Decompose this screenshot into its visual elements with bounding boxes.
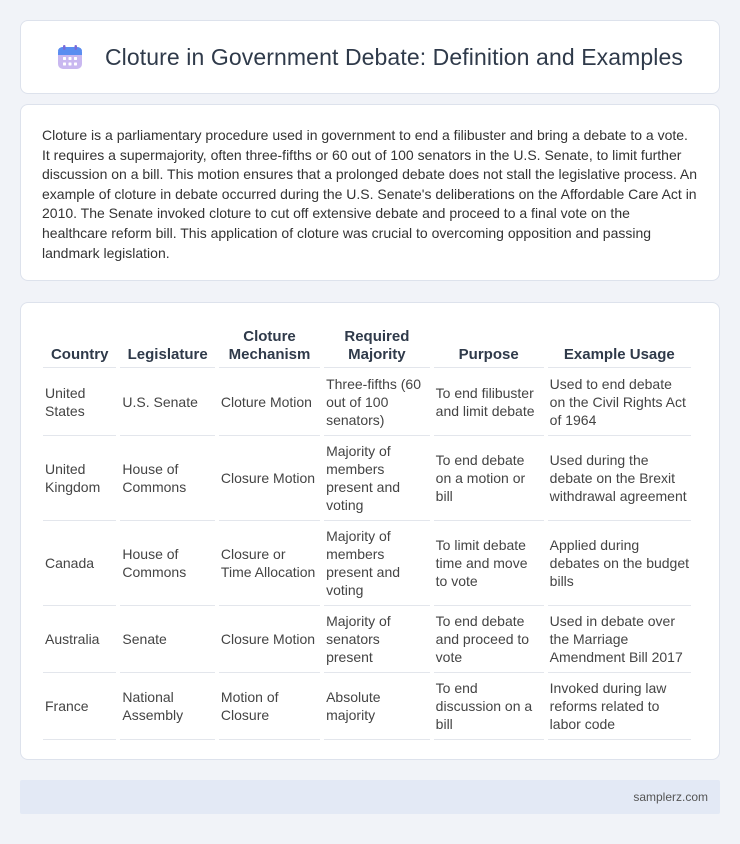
table-cell: Closure Motion — [219, 436, 320, 521]
table-cell: To limit debate time and move to vote — [434, 521, 544, 606]
table-cell: National Assembly — [120, 673, 215, 740]
table-row — [43, 521, 691, 606]
column-header: Required Majority — [324, 323, 430, 368]
table-cell: Majority of members present and voting — [324, 521, 430, 606]
table-row — [43, 606, 691, 673]
footer — [20, 780, 720, 814]
table-card — [20, 302, 720, 760]
table-cell: U.S. Senate — [120, 368, 215, 436]
table-cell: Senate — [120, 606, 215, 673]
table-cell: Three-fifths (60 out of 100 senators) — [324, 368, 430, 436]
table-cell: House of Commons — [120, 521, 215, 606]
footer-site-link[interactable]: samplerz.com — [633, 790, 708, 804]
table-cell: Closure Motion — [219, 606, 320, 673]
table-cell: To end debate on a motion or bill — [434, 436, 544, 521]
table-cell: France — [43, 673, 116, 740]
column-header: Purpose — [434, 323, 544, 368]
table-cell: United Kingdom — [43, 436, 116, 521]
column-header: Country — [43, 323, 116, 368]
table-cell: To end filibuster and limit debate — [434, 368, 544, 436]
table-cell: Motion of Closure — [219, 673, 320, 740]
table-cell: To end discussion on a bill — [434, 673, 544, 740]
table-row — [43, 673, 691, 740]
table-row — [43, 436, 691, 521]
table-cell: Absolute majority — [324, 673, 430, 740]
table-cell: Closure or Time Allocation — [219, 521, 320, 606]
column-header: Legislature — [120, 323, 215, 368]
table-cell: Used in debate over the Marriage Amendment Bill 2017 — [548, 606, 691, 673]
table-cell: Majority of members present and voting — [324, 436, 430, 521]
intro-card — [20, 104, 720, 281]
table-cell: Applied during debates on the budget bills — [548, 521, 691, 606]
cloture-table — [39, 323, 695, 740]
column-header: Example Usage — [548, 323, 691, 368]
table-row — [43, 368, 691, 436]
table-header-row — [43, 323, 691, 368]
calendar-icon — [57, 44, 83, 70]
table-cell: Cloture Motion — [219, 368, 320, 436]
table-cell: Used during the debate on the Brexit withdrawal agreement — [548, 436, 691, 521]
intro-paragraph: Cloture is a parliamentary procedure used in government to end a filibuster and bring a debate to a vote. It requires a supermajority, often three-fifths or 60 out of 100 senators in the U.S. Senate, to limit further discussion on a bill. This motion ensures that a prolonged debate does not stall the legislative process. An example of cloture in debate occurred during the U.S. Senate's deliberations on the Affordable Care Act in 2010. The Senate invoked cloture to cut off extensive debate and proceed to a final vote on the healthcare reform bill. This application of cloture was crucial to overcoming opposition and passing landmark legislation. — [42, 127, 698, 261]
table-cell: United States — [43, 368, 116, 436]
table-cell: Used to end debate on the Civil Rights Act of 1964 — [548, 368, 691, 436]
page-title: Cloture in Government Debate: Definition and Examples — [104, 43, 684, 70]
table-cell: Invoked during law reforms related to labor code — [548, 673, 691, 740]
table-cell: House of Commons — [120, 436, 215, 521]
title-card — [20, 20, 720, 94]
table-cell: To end debate and proceed to vote — [434, 606, 544, 673]
table-cell: Australia — [43, 606, 116, 673]
table-cell: Majority of senators present — [324, 606, 430, 673]
column-header: Cloture Mechanism — [219, 323, 320, 368]
table-cell: Canada — [43, 521, 116, 606]
